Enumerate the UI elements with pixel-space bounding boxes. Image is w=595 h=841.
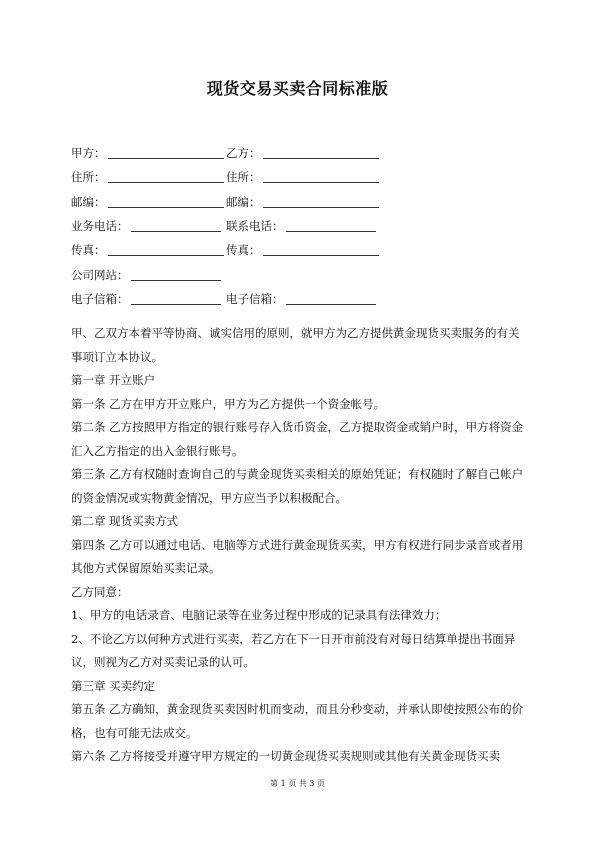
article-paragraph: 第一条 乙方在甲方开立账户，甲方为乙方提供一个资金帐号。 — [71, 396, 386, 411]
field-row-email — [71, 287, 531, 311]
field-fax-a — [71, 242, 226, 258]
blank-line[interactable] — [108, 171, 224, 183]
field-label: 邮编： — [226, 194, 261, 209]
blank-line[interactable] — [263, 244, 379, 256]
document-title: 现货交易买卖合同标准版 — [206, 79, 389, 98]
field-label: 联系电话： — [226, 219, 284, 234]
field-party-a — [71, 145, 226, 161]
blank-line[interactable] — [131, 220, 221, 232]
clause-heading: 乙方同意： — [71, 584, 129, 599]
article-paragraph: 第四条 乙方可以通过电话、电脑等方式进行黄金现货买卖，甲方有权进行同步录音或者用其他方式保留原始买卖记录。 — [71, 537, 524, 575]
blank-line[interactable] — [286, 293, 376, 305]
blank-line[interactable] — [286, 220, 376, 232]
field-label: 电子信箱： — [226, 291, 284, 306]
blank-line[interactable] — [263, 147, 379, 159]
field-business-phone — [71, 218, 226, 234]
field-row-website — [71, 262, 531, 286]
blank-line[interactable] — [131, 293, 221, 305]
field-label: 业务电话： — [71, 219, 129, 234]
field-postcode-b — [226, 194, 379, 210]
article-paragraph: 第五条 乙方确知，黄金现货买卖因时机而变动，而且分秒变动，并承认即使按照公布的价格，也有可能无法成交。 — [71, 702, 524, 740]
clause-item: 1、甲方的电话录音、电脑记录等在业务过程中形成的记录具有法律效力； — [71, 608, 447, 622]
field-label: 乙方： — [226, 146, 261, 161]
field-email-a — [71, 291, 226, 307]
blank-line[interactable] — [263, 196, 379, 208]
field-label: 电子信箱： — [71, 291, 129, 306]
article-paragraph: 第六条 乙方将接受并遵守甲方规定的一切黄金现货买卖规则或其他有关黄金现货买卖 — [71, 749, 501, 763]
field-row-fax — [71, 238, 531, 262]
contract-body — [71, 322, 529, 769]
field-row-phone — [71, 214, 531, 238]
field-fax-b — [226, 242, 379, 258]
field-row-address — [71, 165, 531, 189]
page-footer: 第 1 页 共 3 页 — [270, 779, 325, 788]
field-company-website — [71, 267, 226, 283]
field-contact-phone — [226, 218, 376, 234]
field-label: 邮编： — [71, 194, 106, 209]
field-label: 公司网站： — [71, 267, 129, 282]
field-email-b — [226, 291, 376, 307]
intro-paragraph: 甲、乙双方本着平等协商、诚实信用的原则，就甲方为乙方提供黄金现货买卖服务的有关事项订立本协议。 — [71, 326, 520, 364]
chapter-heading: 第三章 买卖约定 — [71, 678, 156, 693]
field-address-a — [71, 169, 226, 185]
field-label: 传真： — [226, 243, 261, 258]
field-label: 住所： — [226, 170, 261, 185]
field-label: 传真： — [71, 243, 106, 258]
chapter-heading: 第二章 现货买卖方式 — [71, 514, 179, 528]
blank-line[interactable] — [263, 171, 379, 183]
blank-line[interactable] — [131, 269, 221, 281]
article-paragraph: 第三条 乙方有权随时查询自己的与黄金现货买卖相关的原始凭证；有权随时了解自己帐户的资金情况或实物黄金情况，甲方应当予以积极配合。 — [71, 467, 524, 505]
field-label: 甲方： — [71, 146, 106, 161]
article-paragraph: 第二条 乙方按照甲方指定的银行账号存入货币资金，乙方提取资金或销户时，甲方将资金汇入乙方指定的出入金银行账号。 — [71, 420, 524, 458]
field-label: 住所： — [71, 170, 106, 185]
blank-line[interactable] — [108, 147, 224, 159]
field-party-b — [226, 145, 379, 161]
field-row-postcode — [71, 190, 531, 214]
blank-line[interactable] — [108, 244, 224, 256]
field-row-party — [71, 141, 531, 165]
chapter-heading: 第一章 开立账户 — [71, 373, 156, 387]
field-postcode-a — [71, 194, 226, 210]
party-info-fields — [71, 141, 531, 311]
field-address-b — [226, 169, 379, 185]
clause-item: 2、不论乙方以何种方式进行买卖，若乙方在下一日开市前没有对每日结算单提出书面异议，则视为乙方对买卖记录的认可。 — [71, 631, 516, 669]
blank-line[interactable] — [108, 196, 224, 208]
